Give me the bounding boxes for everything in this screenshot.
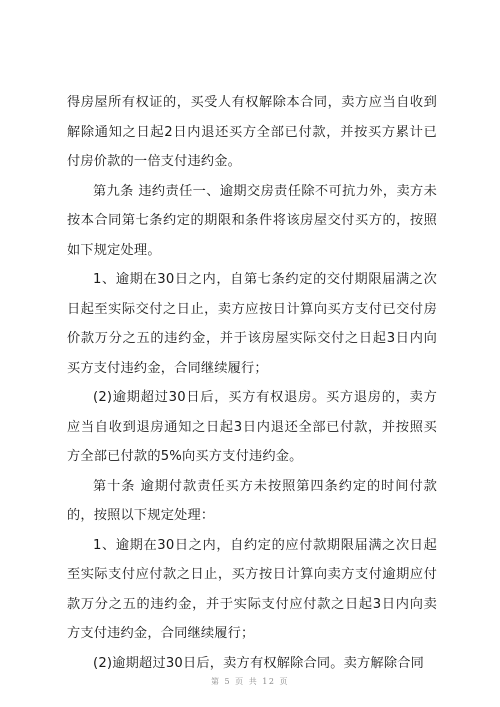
paragraph-continuation: 得房屋所有权证的，买受人有权解除本合同，卖方应当自收到解除通知之日起2日内退还买方全部已付款，并按买方累计已付房价款的一倍支付违约金。 <box>67 95 437 169</box>
paragraph-article-10: 第十条 逾期付款责任买方未按照第四条约定的时间付款的，按照以下规定处理： <box>67 478 437 523</box>
page-number-footer: 第 5 页 共 12 页 <box>211 677 289 686</box>
paragraph-article-9-clause-2: (2)逾期超过30日后，买方有权退房。买方退房的，卖方应当自收到退房通知之日起3日内退还全部已付款，并按照买方全部已付款的5%向买方支付违约金。 <box>67 390 437 464</box>
paragraph-article-9: 第九条 违约责任一、逾期交房责任除不可抗力外，卖方未按本合同第七条约定的期限和条件将该房屋交付买方的，按照如下规定处理。 <box>67 183 437 258</box>
paragraph-article-10-clause-2: (2)逾期超过30日后，卖方有权解除合同。卖方解除合同 <box>93 655 424 671</box>
paragraph-article-9-clause-1: 1、逾期在30日之内，自第七条约定的交付期限届满之次日起至实际交付之日止，卖方应按日计算向买方支付已交付房价款万分之五的违约金，并于该房屋实际交付之日起3日内向买方支付违约金，合同继续履行； <box>67 272 437 376</box>
paragraph-article-10-clause-1: 1、逾期在30日之内，自约定的应付款期限届满之次日起至实际支付应付款之日止，买方按日计算向卖方支付逾期应付款万分之五的违约金，并于实际支付应付款之日起3日内向卖方支付违约金，合同继续履行； <box>67 537 437 641</box>
document-body <box>67 88 437 678</box>
